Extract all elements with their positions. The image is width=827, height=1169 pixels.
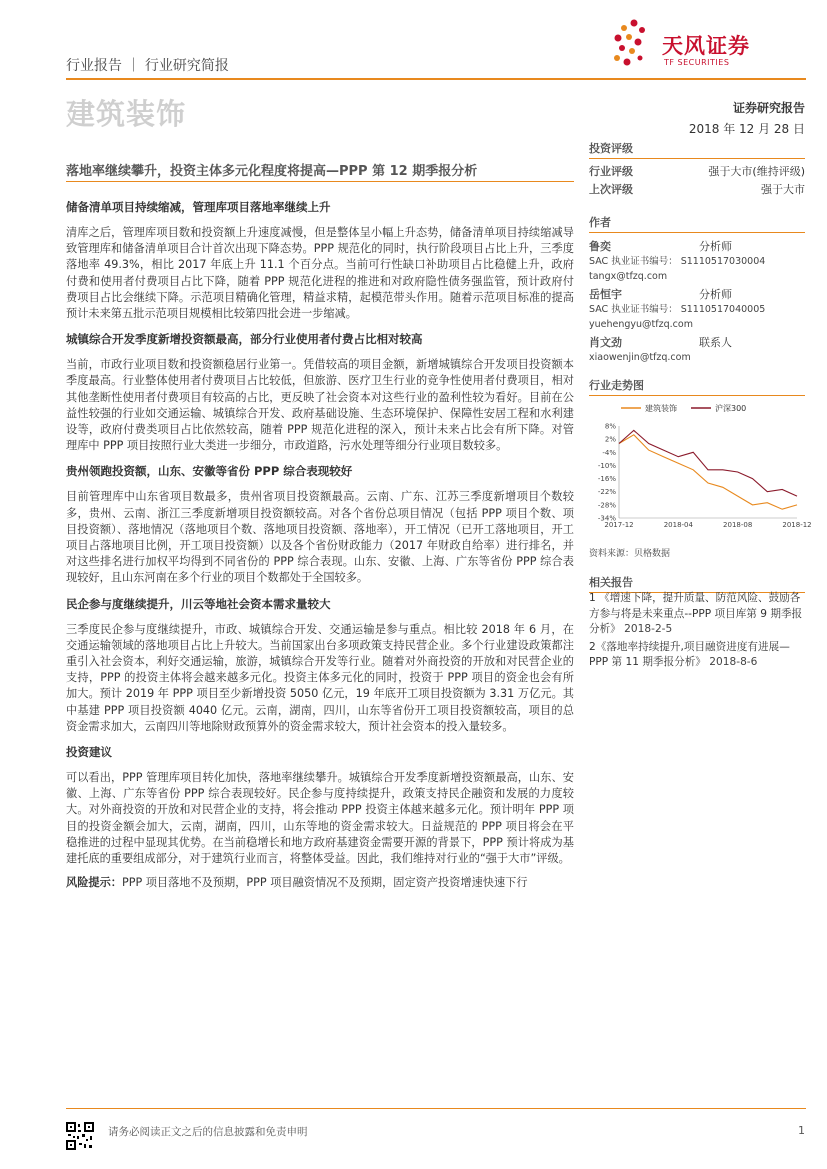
qr-code-icon xyxy=(66,1122,94,1150)
section-heading: 投资建议 xyxy=(66,745,112,760)
x-tick-label: 2018-04 xyxy=(663,521,693,529)
industry-title: 建筑装饰 xyxy=(66,97,187,131)
y-tick-label: -22% xyxy=(597,488,616,497)
y-tick-label: -4% xyxy=(602,448,616,457)
footer-notice: 请务必阅读正文之后的信息披露和免责申明 xyxy=(108,1126,308,1138)
author-entry: 岳恒宇 分析师 SAC 执业证书编号： S1110517040005 yuehengyu@tfzq.com xyxy=(589,287,805,332)
section-province xyxy=(66,462,574,586)
main-content xyxy=(66,198,574,900)
legend-label: 建筑装饰 xyxy=(645,404,677,413)
author-entry: 肖文劲 联系人 xiaowenjin@tfzq.com xyxy=(589,335,805,365)
trend-heading: 行业走势图 xyxy=(589,377,805,396)
rating-heading: 投资评级 xyxy=(589,140,805,159)
trend-chart xyxy=(589,396,812,531)
section-heading: 民企参与度继续提升，川云等地社会资本需求量较大 xyxy=(66,596,331,611)
section-body: 可以看出，PPP 管理库项目转化加快，落地率继续攀升。城镇综合开发季度新增投资额最高，山东、安徽、上海、广东等省份 PPP 综合表现较好。民企参与度持续提升，政策支持民企融资和发展的力度较大。对外商投资的开放和对民营企业的支持，将会推动 PPP 投资主体越来越多元化。预计明年 PPP 项目的投资金额会加大，云南，湖南，四川，山东等地的资金需求较大。日益规范的 PPP 项目将会在平稳推进的过程中显现其优势。在当前稳增长和地方政府基建资金需要开源的背景下，PPP 预计将成为基建托底的重要组成部分，对于建筑行业而言，将整体受益。因此，我们维持对行业的“强于大市”评级。 xyxy=(66,771,574,866)
related-heading: 相关报告 xyxy=(589,574,805,593)
section-heading: 贵州领跑投资额，山东、安徽等省份 PPP 综合表现较好 xyxy=(66,464,353,479)
title-divider xyxy=(66,181,574,182)
y-tick-label: -28% xyxy=(597,501,616,510)
chart-source: 资料来源：贝格数据 xyxy=(589,549,671,559)
section-advice xyxy=(66,743,574,867)
author-entry: 鲁奕 分析师 SAC 执业证书编号： S1110517030004 tangx@tfzq.com xyxy=(589,239,805,284)
tf-logo-mark xyxy=(612,18,652,68)
risk-lead: 风险提示： xyxy=(66,876,122,890)
logo-subtitle: TF SECURITIES xyxy=(664,58,730,67)
report-label: 证券研究报告 xyxy=(732,101,805,115)
authors-block xyxy=(589,214,805,365)
risk-body: PPP 项目落地不及预期，PPP 项目融资情况不及预期，固定资产投资增速快速下行 xyxy=(121,876,528,890)
author-email[interactable]: tangx@tfzq.com xyxy=(589,271,668,282)
page-number: 1 xyxy=(798,1124,805,1137)
rating-row: 行业评级 强于大市(维持评级) xyxy=(589,165,805,178)
section-heading: 储备清单项目持续缩减，管理库项目落地率继续上升 xyxy=(66,200,331,214)
rating-row: 上次评级 强于大市 xyxy=(589,183,805,196)
related-report[interactable]: 1 《增速下降，提升质量、防范风险、鼓励各方参与将是未来重点--PPP 项目库第 9 期季报分析》 2018-2-5 xyxy=(589,592,803,635)
author-email[interactable]: xiaowenjin@tfzq.com xyxy=(589,352,691,363)
y-tick-label: -34% xyxy=(597,514,616,523)
section-industry xyxy=(66,330,574,454)
y-tick-label: -10% xyxy=(597,461,616,470)
report-title: 落地率继续攀升，投资主体多元化程度将提高—PPP 第 12 期季报分析 xyxy=(66,164,478,179)
related-report[interactable]: 2《落地率持续提升,项目融资进度有进展—PPP 第 11 期季报分析》 2018-8-6 xyxy=(589,640,790,668)
y-tick-label: 2% xyxy=(604,435,616,444)
legend-label: 沪深300 xyxy=(715,404,747,413)
rating-block xyxy=(589,140,805,199)
report-date: 2018 年 12 月 28 日 xyxy=(688,122,805,136)
x-tick-label: 2017-12 xyxy=(604,521,634,529)
section-body: 目前管理库中山东省项目数最多，贵州省项目投资额最高。云南、广东、江苏三季度新增项目个数较多，贵州、云南、浙江三季度新增项目投资额较高。对各个省份总项目情况（包括 PPP 项目个数、项目投资额）、落地情况（落地项目个数、落地项目投资额、落地率），开工情况（已开工落地项目，开工项目占落地项目比例，开工项目投资额）以及各个省份财政能力（2017 年财政自给率）进行排名，并对这些排名进行加权平均得到不同省份的 PPP 综合表现。山东、安徽、上海、广东等省份 PPP 综合表现较好，且山东河南在多个行业的项目个数都处于全国较多。 xyxy=(66,490,574,585)
section-reserve xyxy=(66,198,574,322)
y-tick-label: 8% xyxy=(604,422,616,431)
footer-divider xyxy=(66,1108,806,1109)
related-list xyxy=(589,591,805,673)
author-email[interactable]: yuehengyu@tfzq.com xyxy=(589,319,693,330)
section-body: 当前，市政行业项目数和投资额稳居行业第一。凭借较高的项目金额，新增城镇综合开发项目投资额本季度最高。行业整体使用者付费项目占比较低，但旅游、医疗卫生行业的竞争性使用者付费项目，相对其他垄断性使用者付费项目有较高的占比，更反映了社会资本对这些行业的盈利性较为看好。目前在公益性较强的行业如交通运输、城镇综合开发、政府基础设施、生态环境保护、保障性安居工程和水利建设等，政府付费类项目占比依然较高，随着 PPP 规范化进程的深入，预计未来占比会有所下降。对管理库中 PPP 项目按照行业大类进一步细分，市政道路，污水处理等细分行业项目数较多。 xyxy=(66,358,574,453)
section-risk xyxy=(66,875,574,891)
section-body: 三季度民企参与度继续提升，市政、城镇综合开发、交通运输是参与重点。相比较 2018 年 6 月，在交通运输领域的落地项目占比上升较大。当前国家出台多项政策支持民营企业。多个行业建设政策都注重引入社会资本，利好交通运输，旅游，城镇综合开发等行业。随着对外商投资的开放和对民营企业的支持，PPP 的投资主体将会越来越多元化。投资主体多元化的同时，投资于 PPP 项目的资金也会有所加大。预计 2019 年 PPP 项目至少新增投资 5050 亿元，19 年底开工项目投资额为 3.31 万亿元。其中基建 PPP 项目投资额 4040 亿元。云南，湖南，四川，山东等省份开工项目投资额较高，项目的总资金需求加大，云南四川等地除财政预算外的资金需求较大，预计社会资本的投入量较多。 xyxy=(66,622,574,733)
report-type: 行业报告 ｜ 行业研究简报 xyxy=(66,58,229,74)
x-tick-label: 2018-08 xyxy=(723,521,753,529)
series-line-2 xyxy=(619,430,797,496)
authors-heading: 作者 xyxy=(589,214,805,233)
trend-block xyxy=(589,377,805,396)
section-heading: 城镇综合开发季度新增投资额最高，部分行业使用者付费占比相对较高 xyxy=(66,332,423,347)
section-body: 清库之后，管理库项目数和投资额上升速度减慢，但是整体呈小幅上升态势，储备清单项目持续缩减导致管理库和储备清单项目合计首次出现下降态势。PPP 规范化的同时，执行阶段项目占比上升，三季度落地率 49.3%，相比 2017 年底上升 11.1 个百分点。当前可行性缺口补助项目占比稳健上升，政府付费和使用者付费项目占比下降，随着 PPP 规范化进程的推进和对政府隐性债务强监管，预计政府付费项目占比会继续下降。示范项目精确化管理，精益求精，起模范带头作用。随着示范项目标准的提高预计未来第五批示范项目规模相比较第四批会进一步缩减。 xyxy=(66,226,574,321)
logo-name: 天风证券 xyxy=(662,34,750,58)
x-tick-label: 2018-12 xyxy=(782,521,812,529)
section-private xyxy=(66,595,574,735)
y-tick-label: -16% xyxy=(597,475,616,484)
series-line-1 xyxy=(619,435,797,509)
header-divider xyxy=(66,78,806,80)
